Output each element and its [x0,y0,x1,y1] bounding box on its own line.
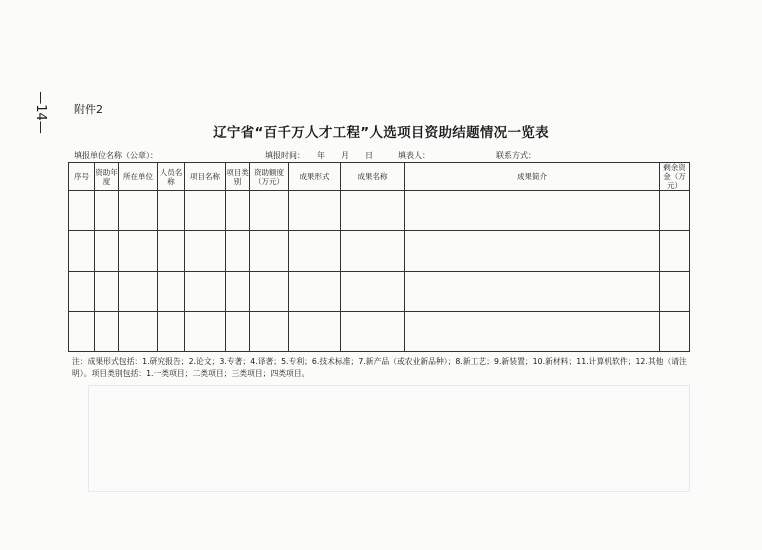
table-cell [341,271,405,311]
header-cell: 成果名称 [341,163,405,191]
document-title: 辽宁省“百千万人才工程”人选项目资助结题情况一览表 [213,125,549,141]
table-row [69,311,690,351]
header-cell: 成果简介 [405,163,660,191]
table-cell [185,231,226,271]
table-cell [405,271,660,311]
table-cell [226,191,250,231]
table-cell [69,191,95,231]
header-cell: 资助年度 [95,163,119,191]
table-cell [341,191,405,231]
table-cell [95,271,119,311]
summary-table [68,162,690,352]
table-cell [250,271,289,311]
contact-label: 联系方式： [496,151,536,160]
header-cell: 剩余资金（万元） [660,163,690,191]
filler-label: 填表人： [398,151,430,160]
table-cell [405,311,660,351]
header-cell: 序号 [69,163,95,191]
table-cell [185,311,226,351]
header-cell: 资助额度（万元） [250,163,289,191]
table-cell [158,231,185,271]
table-cell [158,191,185,231]
table-cell [95,191,119,231]
table-cell [119,191,158,231]
table-cell [250,191,289,231]
table-cell [660,311,690,351]
fill-time-label: 填报时间： 年 月 日 [265,151,373,160]
attachment-label: 附件2 [74,103,103,116]
table-row [69,231,690,271]
bleed-through-region [88,385,690,492]
table-cell [95,311,119,351]
table-cell [95,231,119,271]
table-cell [158,271,185,311]
table-cell [341,311,405,351]
table-cell [69,231,95,271]
table-cell [226,271,250,311]
table-cell [405,191,660,231]
table-cell [289,191,341,231]
table-cell [119,231,158,271]
table-cell [289,271,341,311]
table-cell [226,311,250,351]
table-cell [119,271,158,311]
footnote: 注：成果形式包括：1.研究报告；2.论文；3.专著；4.译著；5.专利；6.技术标准；7.新产品（或农业新品种）；8.新工艺；9.新装置；10.新材料；11.计算机软件；12.其他（请注明）。项目类别包括：1.一类项目；二类项目；三类项目；四类项目。 [72,357,687,378]
table-cell [185,271,226,311]
page-number: —14— [32,90,48,134]
table-cell [158,311,185,351]
table-cell [226,231,250,271]
table-cell [341,231,405,271]
table-cell [405,231,660,271]
header-cell: 成果形式 [289,163,341,191]
table-row [69,191,690,231]
header-cell: 项目名称 [185,163,226,191]
table-cell [660,231,690,271]
table-cell [660,191,690,231]
table-cell [250,231,289,271]
table-cell [119,311,158,351]
table-cell [69,271,95,311]
table-cell [185,191,226,231]
table-row [69,271,690,311]
table-cell [250,311,289,351]
table-header-row [69,163,690,191]
table-cell [289,231,341,271]
table-cell [660,271,690,311]
unit-name-label: 填报单位名称（公章）： [74,151,158,160]
table-cell [69,311,95,351]
header-cell: 人员名称 [158,163,185,191]
table-cell [289,311,341,351]
header-cell: 所在单位 [119,163,158,191]
header-cell: 项目类别 [226,163,250,191]
